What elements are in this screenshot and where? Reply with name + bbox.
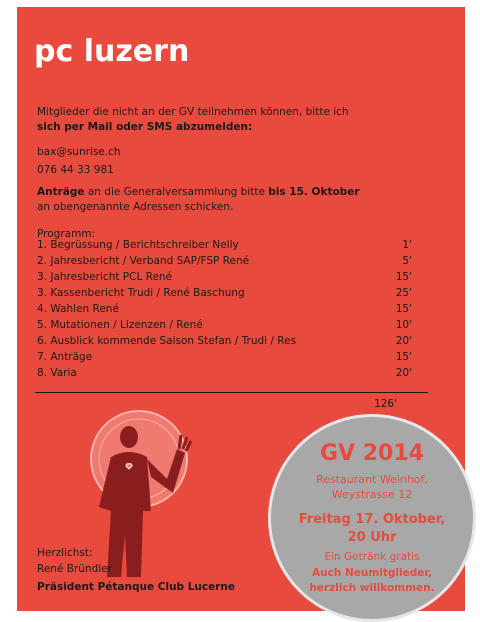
item-time: 15': [395, 271, 412, 283]
item-time: 25': [395, 287, 412, 299]
programm-item: [37, 253, 429, 269]
club-logo-title: pc luzern: [34, 34, 190, 69]
item-time: 10': [395, 319, 412, 331]
event-info-circle: [268, 414, 476, 622]
event-title: GV 2014: [320, 441, 424, 466]
signature-role: Präsident Pétanque Club Lucerne: [37, 581, 235, 593]
contact-email: bax@sunrise.ch: [37, 146, 121, 158]
item-label: 5. Mutationen / Lizenzen / René: [37, 319, 203, 331]
programm-total: 126': [374, 398, 397, 410]
event-date-2: 20 Uhr: [347, 530, 397, 545]
item-time: 20': [395, 335, 412, 347]
antraege-line-2: an obengenannte Adressen schicken.: [37, 201, 234, 213]
item-label: 3. Jahresbericht PCL René: [37, 271, 173, 283]
programm-item: [37, 285, 429, 301]
event-date-1: Freitag 17. Oktober,: [298, 512, 446, 527]
item-time: 5': [402, 255, 412, 267]
antraege-deadline: bis 15. Oktober: [268, 186, 360, 198]
contact-phone: 076 44 33 981: [37, 164, 114, 176]
waving-man-illustration: [77, 407, 217, 577]
item-label: 4. Wahlen René: [37, 303, 119, 315]
item-label: 6. Ausblick kommende Saison Stefan / Trudi / Res: [37, 335, 297, 347]
antraege-line-1: [37, 185, 360, 199]
event-place-2: Weystrasse 12: [331, 488, 413, 501]
programm-item: [37, 237, 429, 253]
item-label: 8. Varia: [37, 367, 77, 379]
event-place-1: Restaurant Weinhof,: [316, 473, 428, 486]
item-time: 20': [395, 367, 412, 379]
item-label: 7. Anträge: [37, 351, 93, 363]
programm-item: [37, 269, 429, 285]
programm-item: [37, 365, 429, 381]
programm-item: [37, 301, 429, 317]
programm-item: [37, 317, 429, 333]
event-note-2: Auch Neumitglieder,: [312, 567, 432, 579]
item-label: 1. Begrüssung / Berichtschreiber Nelly: [37, 239, 239, 251]
programm-list: [37, 237, 429, 381]
antraege-middle: an die Generalversammlung bitte: [84, 186, 269, 198]
programm-item: [37, 349, 429, 365]
item-label: 3. Kassenbericht Trudi / René Baschung: [37, 287, 245, 299]
event-note-1: Ein Getränk gratis: [324, 551, 420, 563]
item-time: 15': [395, 351, 412, 363]
intro-line-2: sich per Mail oder SMS abzumelden:: [37, 121, 253, 133]
intro-line-1: Mitglieder die nicht an der GV teilnehmen können, bitte ich: [37, 106, 349, 118]
item-time: 1': [402, 239, 412, 251]
total-divider: [35, 392, 428, 393]
item-label: 2. Jahresbericht / Verband SAP/FSP René: [37, 255, 250, 267]
antraege-word: Anträge: [37, 186, 85, 198]
signature-name: René Bründler: [37, 563, 112, 575]
programm-heading: Programm:: [37, 228, 96, 240]
item-time: 15': [395, 303, 412, 315]
signature-greeting: Herzlichst:: [37, 547, 93, 559]
event-note-3: herzlich willkommen.: [309, 582, 435, 594]
programm-item: [37, 333, 429, 349]
